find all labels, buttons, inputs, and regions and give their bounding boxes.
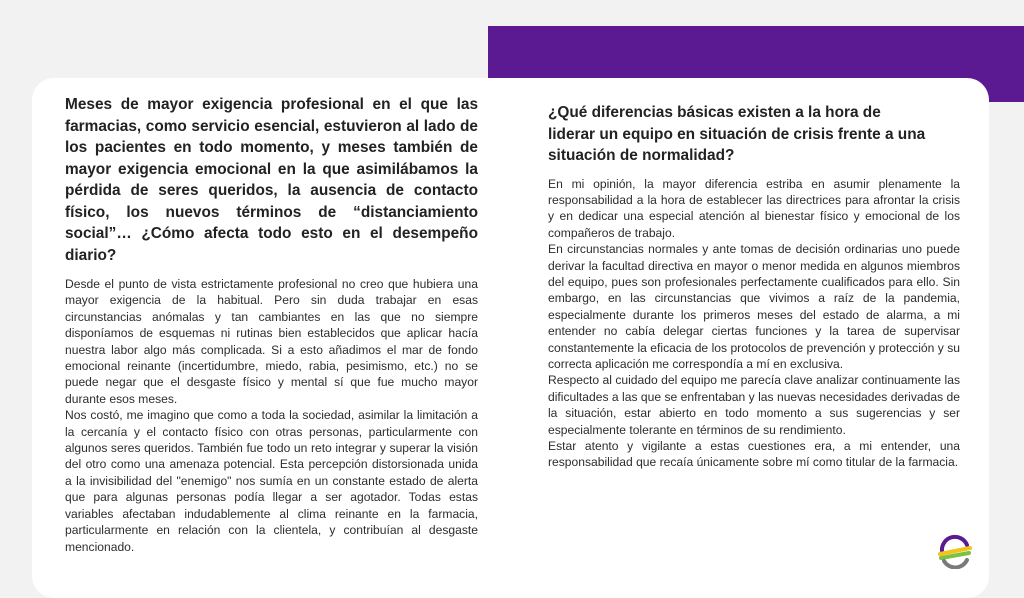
- left-column: [65, 94, 478, 555]
- brand-logo-icon: [936, 533, 974, 569]
- right-column: [548, 102, 960, 471]
- right-paragraph: En mi opinión, la mayor diferencia estriba en asumir plenamente la responsabilidad a la hora de establecer las directrices para afrontar la crisis y en dedicar una especial atención al bienestar físico y emocional de los compañeros de trabajo.: [548, 176, 960, 240]
- left-question-heading: Meses de mayor exigencia profesional en el que las farmacias, como servicio esencial, estuvieron al lado de los pacientes en todo momento, y meses también de mayor exigencia emocional en la que asimilábamos la pérdida de seres queridos, la ausencia de contacto físico, los nuevos términos de “distanciamiento social”… ¿Cómo afecta todo esto en el desempeño diario?: [65, 96, 478, 264]
- right-question-heading: ¿Qué diferencias básicas existen a la hora de liderar un equipo en situación de crisis frente a una situación de normalidad?: [548, 104, 926, 164]
- left-answer: [65, 276, 478, 555]
- right-paragraph: En circunstancias normales y ante tomas de decisión ordinarias uno puede derivar la facultad directiva en mayor o menor medida en algunos miembros del equipo, pues son profesionales perfectamente cualificados para ello. Sin embargo, en las circunstancias que vivimos a raíz de la pandemia, especialmente durante los primeros meses del estado de alarma, a mi entender no cabía delegar ciertas funciones y la tarea de supervisar constantemente la eficacia de los protocolos de prevención y protección y su correcta aplicación me correspondía a mí en exclusiva.: [548, 242, 960, 371]
- right-paragraph: Estar atento y vigilante a estas cuestiones era, a mi entender, una responsabilidad que recaía únicamente sobre mí como titular de la farmacia.: [548, 439, 960, 470]
- left-paragraph: Nos costó, me imagino que como a toda la sociedad, asimilar la limitación a la cercanía y el contacto físico con otras personas, particularmente con algunos seres queridos. También fue todo un reto integrar y superar la visión del otro como una amenaza potencial. Esta percepción distorsionada unida a la invisibilidad del "enemigo" nos sumía en un constante estado de alerta que para algunas personas podía llegar a ser agotador. Todas estas variables afectaban indudablemente al clima reinante en la farmacia, particularmente en relación con la clientela, y contribuían al desgaste mencionado.: [65, 408, 478, 554]
- right-paragraph: Respecto al cuidado del equipo me parecía clave analizar continuamente las dificultades a las que se enfrentaban y las nuevas necesidades derivadas de la situación, estar abierto en todo momento a sus sugerencias y ser especialmente tolerante en términos de su rendimiento.: [548, 373, 960, 437]
- left-paragraph: Desde el punto de vista estrictamente profesional no creo que hubiera una mayor exigencia de la habitual. Pero sin duda trabajar en esas circunstancias anómalas y tan cambiantes en las que no siempre disponíamos de esquemas ni rutinas bien establecidos que aplicar hacía nuestra labor algo más complicada. Si a esto añadimos el mar de fondo emocional reinante (incertidumbre, miedo, rabia, pesimismo, etc.) no se puede negar que el desgaste físico y mental sí que fue mucho mayor durante esos meses.: [65, 277, 478, 406]
- right-answer: [548, 176, 960, 471]
